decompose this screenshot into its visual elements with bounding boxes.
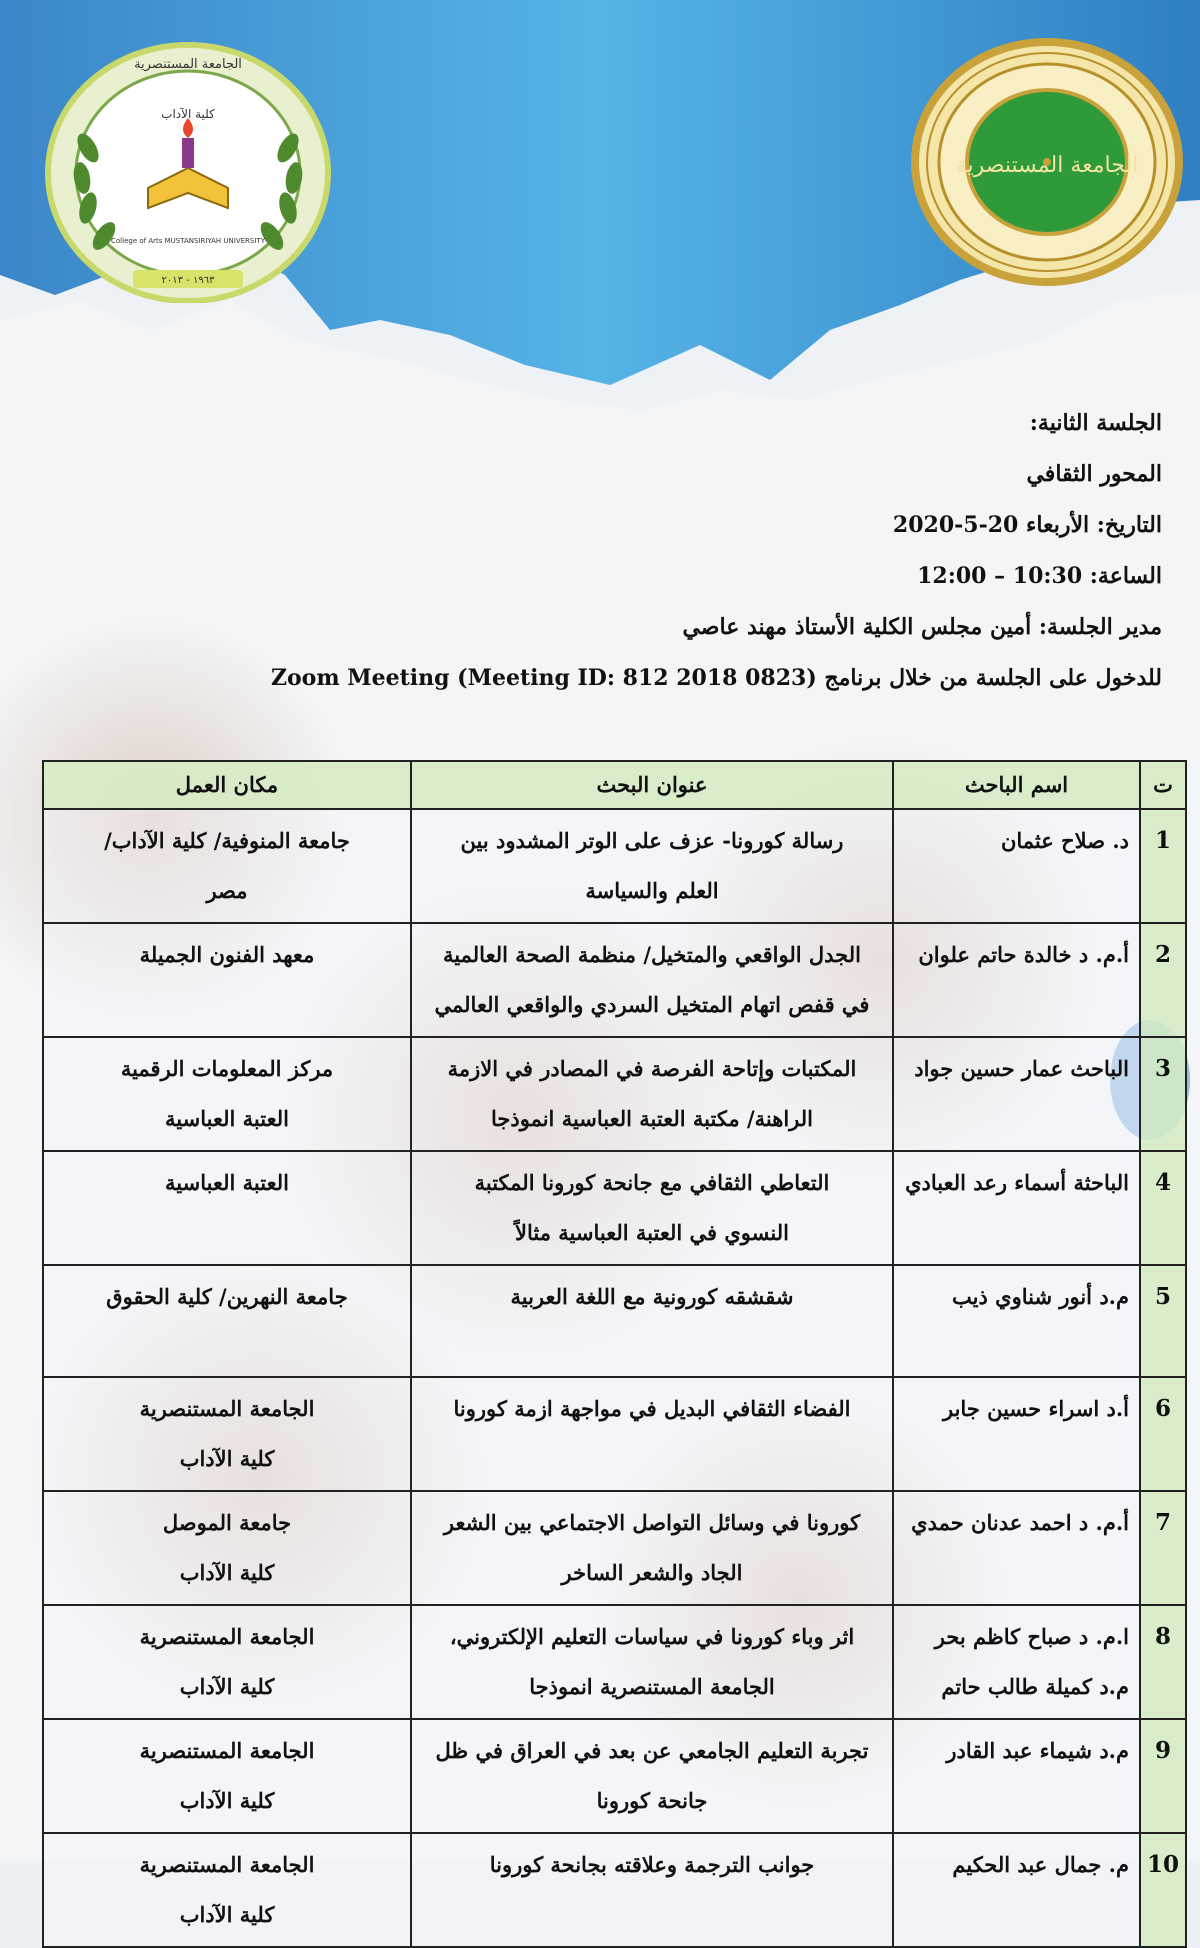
researcher-name-text: أ.د اسراء حسين جابر (942, 1396, 1129, 1421)
research-title (411, 1377, 893, 1491)
session-info (271, 398, 1162, 704)
workplace-text: كلية الآداب (179, 1446, 275, 1471)
research-title-text: جوانب الترجمة وعلاقته بجانحة كورونا (489, 1852, 815, 1877)
workplace (43, 809, 411, 923)
research-title (411, 1265, 893, 1377)
table-row (43, 1377, 1186, 1491)
researcher-name-text: ا.م. د صباح كاظم بحر (934, 1624, 1129, 1649)
researcher-name-text: م. جمال عبد الحكيم (952, 1852, 1129, 1877)
workplace-text: الجامعة المستنصرية (139, 1738, 315, 1763)
table-row (43, 1151, 1186, 1265)
row-number-text: 10 (1146, 1851, 1179, 1878)
researcher-name (893, 1377, 1140, 1491)
research-title-text: النسوي في العتبة العباسية مثالاً (515, 1220, 789, 1245)
left-logo-years: ١٩٦٣ - ٢٠١٣ (161, 275, 215, 286)
research-title-text: الراهنة/ مكتبة العتبة العباسية انموذجا (490, 1106, 813, 1131)
research-title (411, 1151, 893, 1265)
workplace (43, 1265, 411, 1377)
workplace-text: مركز المعلومات الرقمية (120, 1056, 334, 1081)
workplace-text: جامعة المنوفية/ كلية الآداب/ (104, 828, 350, 853)
table-row (43, 1719, 1186, 1833)
researcher-name (893, 923, 1140, 1037)
right-logo-text: الجامعة المستنصرية (955, 153, 1139, 178)
table-row (43, 1037, 1186, 1151)
left-logo-top-text: الجامعة المستنصرية (134, 57, 242, 72)
researcher-name (893, 1151, 1140, 1265)
workplace-text: الجامعة المستنصرية (139, 1396, 315, 1421)
research-title-text: الجامعة المستنصرية انموذجا (529, 1674, 775, 1699)
research-title-text: كورونا في وسائل التواصل الاجتماعي بين الشعر (443, 1510, 861, 1535)
researcher-name (893, 1833, 1140, 1947)
researcher-name (893, 1265, 1140, 1377)
row-number-text: 6 (1154, 1395, 1171, 1422)
workplace-text: كلية الآداب (179, 1902, 275, 1927)
row-number-text: 4 (1154, 1169, 1171, 1196)
research-schedule-table (42, 760, 1187, 1948)
workplace (43, 1605, 411, 1719)
session-join-info: للدخول على الجلسة من خلال برنامج Zoom Meeting (Meeting ID: 812 2018 0823) (270, 665, 1162, 691)
table-row (43, 1833, 1186, 1947)
workplace-text: العتبة العباسية (165, 1170, 289, 1195)
research-title (411, 1719, 893, 1833)
table-row (43, 1491, 1186, 1605)
left-logo-bottom-text: College of Arts MUSTANSIRIYAH UNIVERSITY (111, 237, 265, 245)
row-number-text: 1 (1154, 827, 1171, 854)
row-number-text: 7 (1154, 1509, 1171, 1536)
research-title (411, 1833, 893, 1947)
research-title-text: الجدل الواقعي والمتخيل/ منظمة الصحة العالمية (443, 942, 861, 967)
research-title-text: التعاطي الثقافي مع جانحة كورونا المكتبة (474, 1170, 830, 1195)
workplace-text: كلية الآداب (179, 1788, 275, 1813)
research-title-text: شقشقه كورونية مع اللغة العربية (510, 1284, 794, 1309)
row-number-text: 9 (1154, 1737, 1171, 1764)
researcher-name-text: أ.م. د احمد عدنان حمدي (911, 1510, 1129, 1535)
researcher-name-text: الباحث عمار حسين جواد (914, 1056, 1129, 1081)
row-number-text: 3 (1154, 1055, 1171, 1082)
workplace-text: جامعة النهرين/ كلية الحقوق (106, 1284, 348, 1309)
workplace-text: الجامعة المستنصرية (139, 1624, 315, 1649)
row-number-text: 5 (1154, 1283, 1171, 1310)
table-row (43, 1605, 1186, 1719)
row-number (1140, 1377, 1186, 1491)
row-number-text: 2 (1154, 941, 1171, 968)
workplace-text: الجامعة المستنصرية (139, 1852, 315, 1877)
research-title (411, 809, 893, 923)
researcher-name (893, 809, 1140, 923)
workplace-text: العتبة العباسية (165, 1106, 289, 1131)
row-number (1140, 1265, 1186, 1377)
researcher-name (893, 1605, 1140, 1719)
researcher-name (893, 1037, 1140, 1151)
table-row (43, 1265, 1186, 1377)
left-logo-mid-text: كلية الآداب (161, 107, 215, 121)
researcher-name-text: أ.م. د خالدة حاتم علوان (918, 942, 1129, 967)
row-number (1140, 1833, 1186, 1947)
row-number-text: 8 (1154, 1623, 1171, 1650)
workplace (43, 1037, 411, 1151)
table-row (43, 809, 1186, 923)
mustansiriyah-seal-logo (900, 30, 1195, 295)
research-title-text: جانحة كورونا (596, 1788, 708, 1813)
researcher-name-text: د. صلاح عثمان (1000, 828, 1129, 853)
college-of-arts-logo (38, 38, 338, 303)
row-number (1140, 1605, 1186, 1719)
research-title-text: تجربة التعليم الجامعي عن بعد في العراق في ظل (435, 1738, 869, 1763)
workplace-text: جامعة الموصل (162, 1510, 292, 1535)
research-title-text: في قفص اتهام المتخيل السردي والواقعي العالمي (434, 992, 870, 1017)
researcher-name-text: م.د شيماء عبد القادر (946, 1738, 1129, 1763)
session-time: الساعة: 10:30 – 12:00 (917, 563, 1162, 589)
session-chair: مدير الجلسة: أمين مجلس الكلية الأستاذ مهند عاصي (682, 614, 1162, 640)
researcher-name-text: الباحثة أسماء رعد العبادي (905, 1170, 1129, 1195)
row-number (1140, 1719, 1186, 1833)
researcher-name-text: م.د كميلة طالب حاتم (941, 1674, 1129, 1699)
workplace (43, 1491, 411, 1605)
research-title (411, 1037, 893, 1151)
table-body (43, 809, 1186, 1947)
workplace-text: كلية الآداب (179, 1674, 275, 1699)
row-number (1140, 809, 1186, 923)
workplace (43, 1151, 411, 1265)
workplace (43, 1833, 411, 1947)
research-title (411, 923, 893, 1037)
research-title-text: العلم والسياسة (585, 878, 719, 903)
workplace-text: معهد الفنون الجميلة (139, 942, 315, 967)
table-row (43, 923, 1186, 1037)
header-place: مكان العمل (43, 761, 411, 809)
row-number (1140, 1491, 1186, 1605)
research-title-text: المكتبات وإتاحة الفرصة في المصادر في الازمة (447, 1056, 857, 1081)
workplace (43, 1719, 411, 1833)
researcher-name (893, 1719, 1140, 1833)
workplace (43, 1377, 411, 1491)
workplace (43, 923, 411, 1037)
row-number (1140, 1151, 1186, 1265)
workplace-text: مصر (206, 878, 248, 903)
research-title-text: اثر وباء كورونا في سياسات التعليم الإلكتروني، (449, 1624, 855, 1649)
session-axis: المحور الثقافي (1026, 461, 1162, 487)
researcher-name-text: م.د أنور شناوي ذيب (952, 1284, 1129, 1309)
research-title-text: الجاد والشعر الساخر (561, 1560, 743, 1585)
row-number (1140, 923, 1186, 1037)
header-num: ت (1140, 761, 1186, 809)
table-header-row (43, 761, 1186, 809)
research-title-text: رسالة كورونا- عزف على الوتر المشدود بين (460, 828, 844, 853)
researcher-name (893, 1491, 1140, 1605)
session-title: الجلسة الثانية: (1029, 410, 1162, 436)
header-name: اسم الباحث (893, 761, 1140, 809)
row-number (1140, 1037, 1186, 1151)
research-title-text: الفضاء الثقافي البديل في مواجهة ازمة كورونا (453, 1396, 851, 1421)
research-title (411, 1491, 893, 1605)
workplace-text: كلية الآداب (179, 1560, 275, 1585)
research-title (411, 1605, 893, 1719)
session-date: التاريخ: الأربعاء 20-5-2020 (892, 512, 1162, 538)
header-title: عنوان البحث (411, 761, 893, 809)
